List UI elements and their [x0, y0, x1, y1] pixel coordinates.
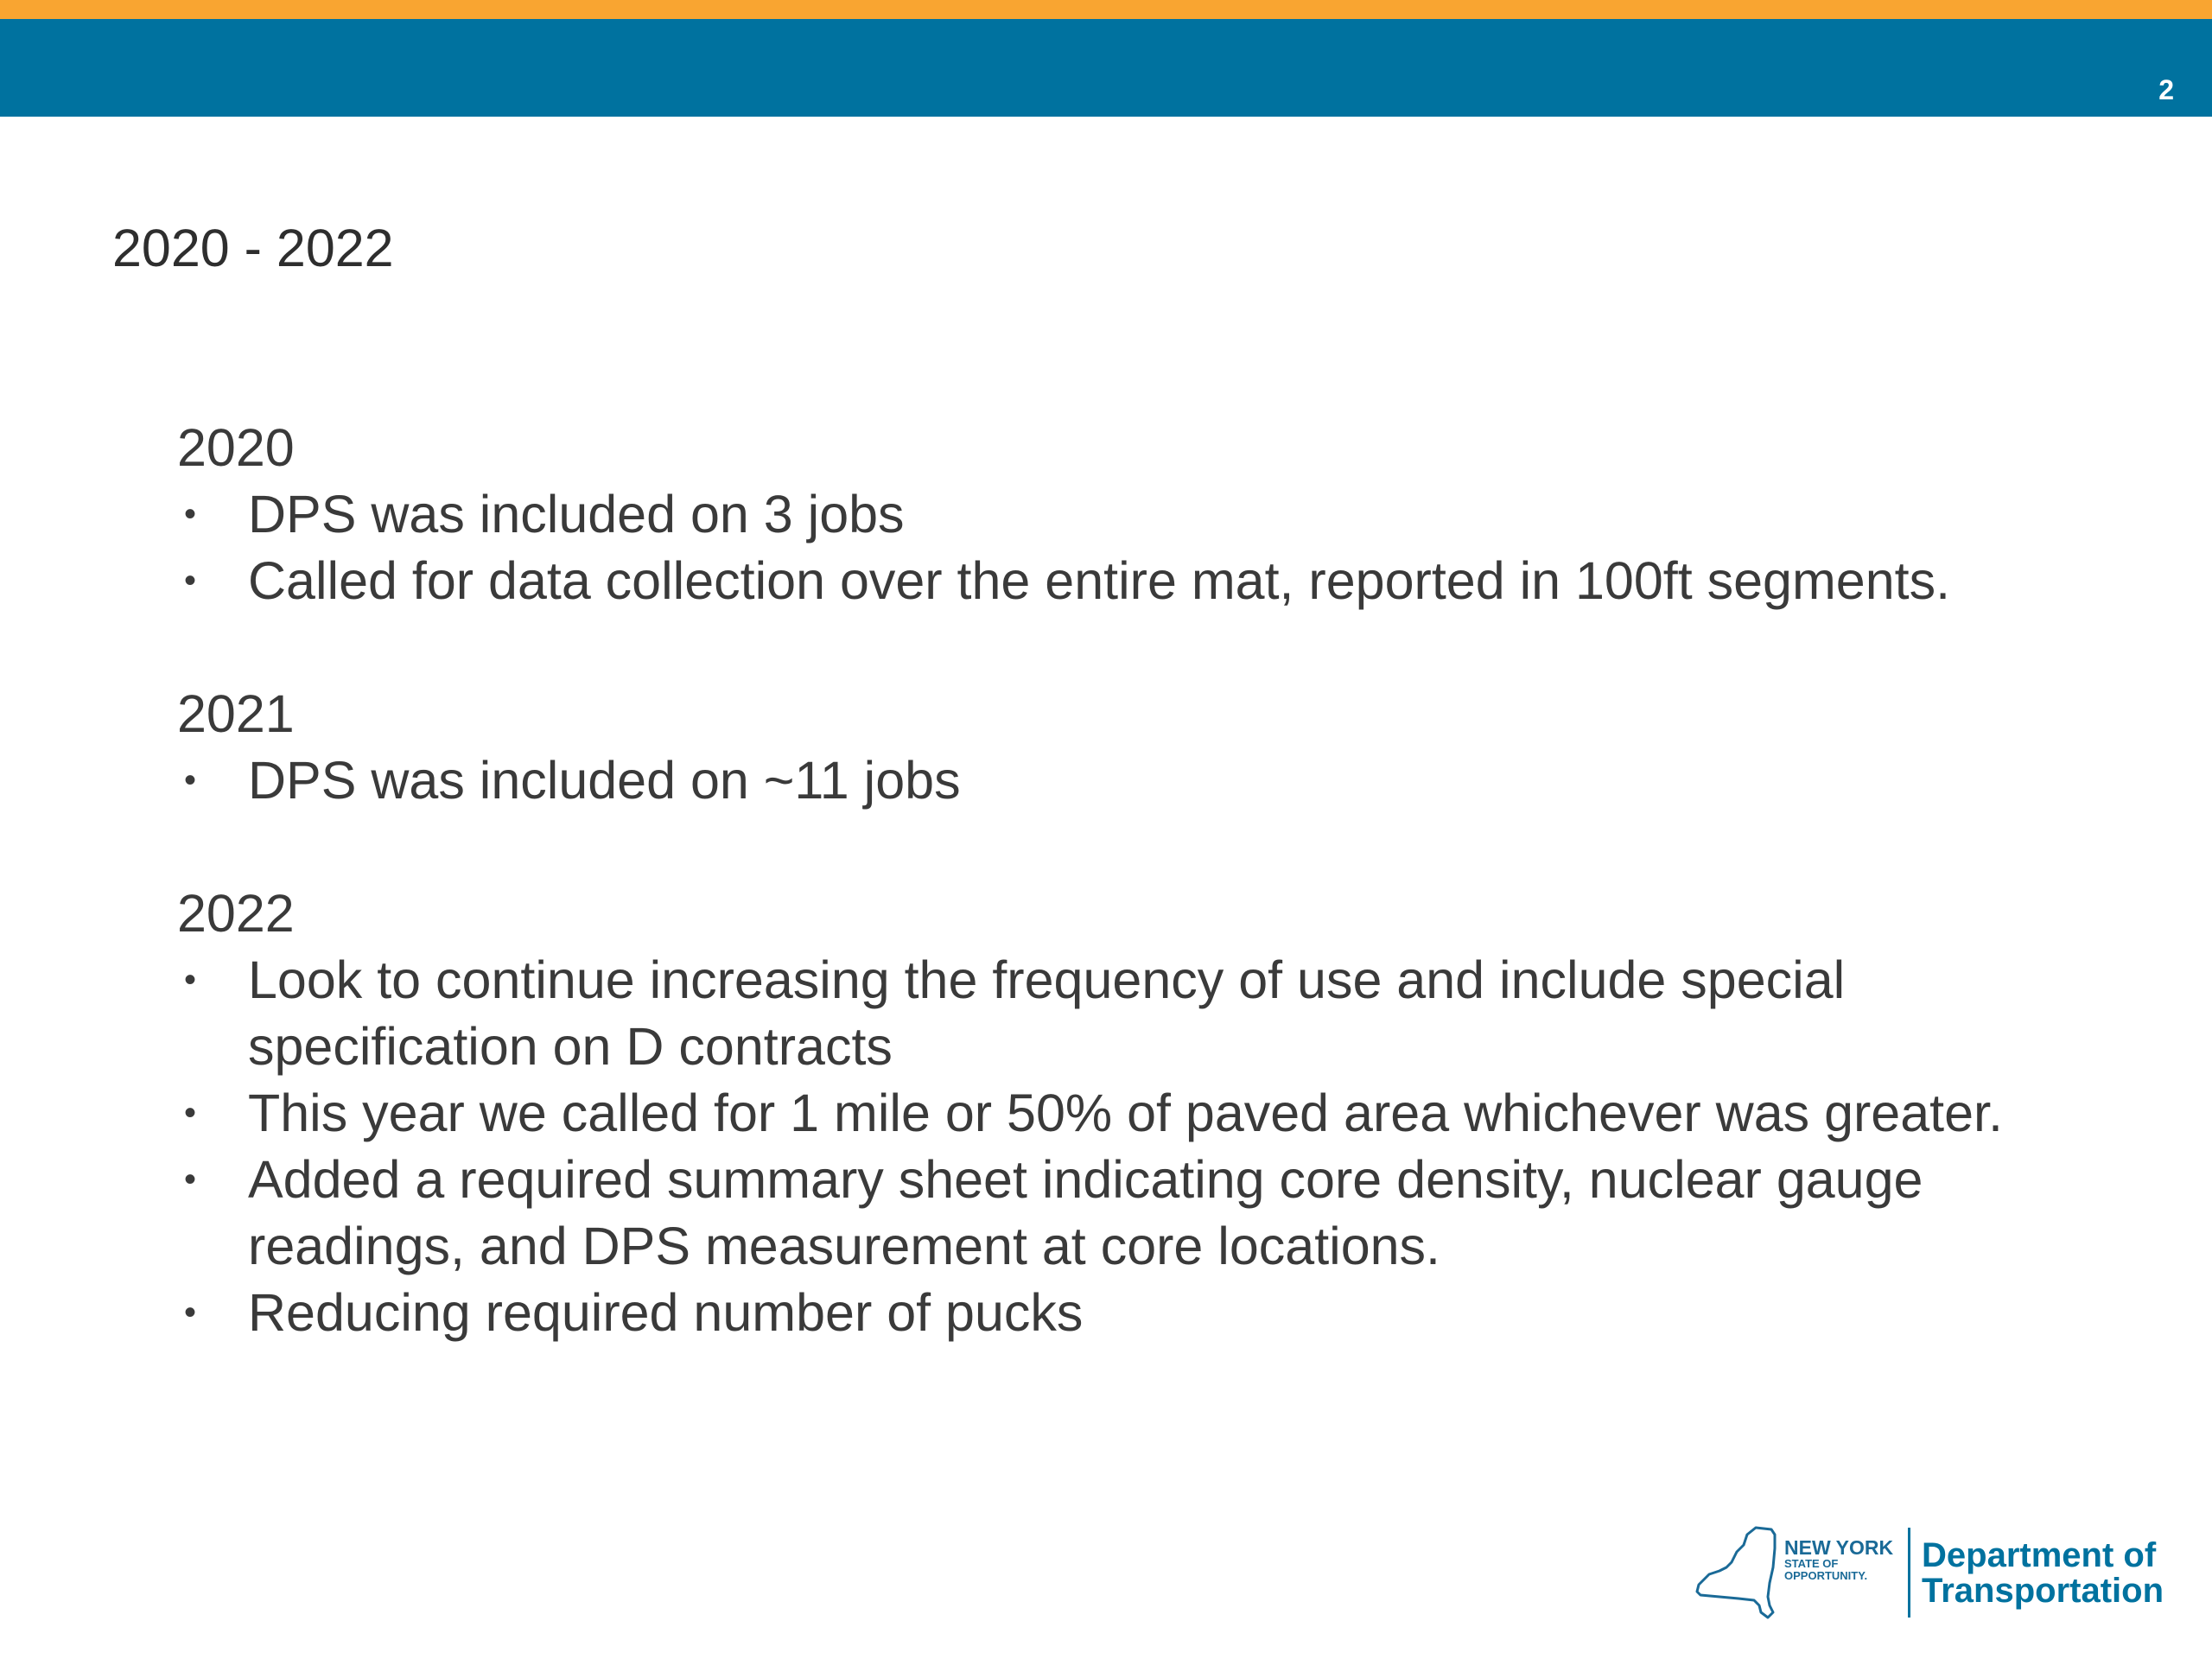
bullet-icon: •: [183, 1094, 196, 1132]
new-york-state-outline-icon: [1694, 1522, 1780, 1622]
state-wordmark-line2: STATE OF: [1784, 1557, 1839, 1570]
department-wordmark-line2: Transportation: [1922, 1572, 2164, 1610]
header-bar: [0, 19, 2212, 117]
state-wordmark-line3: OPPORTUNITY.: [1784, 1569, 1868, 1582]
section-2021: [177, 681, 2121, 814]
bullet-icon: •: [183, 761, 196, 799]
section-year: 2022: [177, 884, 295, 943]
department-wordmark: [1922, 1538, 2164, 1609]
list-item: [177, 1080, 2114, 1147]
section-year: 2020: [177, 418, 295, 477]
bullet-text: This year we called for 1 mile or 50% of paved area whichever was greater.: [248, 1084, 2003, 1142]
section-2020: [177, 415, 2121, 614]
state-wordmark-line1: NEW YORK: [1784, 1536, 1894, 1559]
section-2022: [177, 880, 2121, 1346]
bullet-text: Look to continue increasing the frequency of use and include special specification on D contracts: [248, 950, 1846, 1076]
bullet-icon: •: [183, 961, 196, 999]
department-wordmark-line1: Department of: [1922, 1536, 2157, 1574]
bullet-list: [177, 481, 2121, 614]
list-item: [177, 947, 2114, 1080]
slide-title: 2020 - 2022: [112, 219, 394, 277]
bullet-icon: •: [183, 1160, 196, 1198]
bullet-list: [177, 947, 2121, 1346]
bullet-icon: •: [183, 495, 196, 533]
nysdot-logo: [1694, 1522, 2177, 1622]
page-number: 2: [2158, 74, 2174, 105]
bullet-text: Called for data collection over the entire mat, reported in 100ft segments.: [248, 551, 1951, 610]
bullet-text: DPS was included on ~11 jobs: [248, 751, 961, 810]
logo-divider: [1908, 1528, 1910, 1618]
slide-content: [177, 415, 2121, 1346]
bullet-text: Reducing required number of pucks: [248, 1283, 1084, 1342]
list-item: [177, 1280, 2114, 1346]
bullet-icon: •: [183, 1294, 196, 1332]
list-item: [177, 548, 2114, 614]
list-item: [177, 1147, 2114, 1280]
bullet-list: [177, 747, 2121, 814]
state-wordmark: [1784, 1538, 1893, 1582]
section-year: 2021: [177, 684, 295, 743]
bullet-icon: •: [183, 562, 196, 600]
bullet-text: DPS was included on 3 jobs: [248, 485, 905, 543]
top-accent-stripe: [0, 0, 2212, 19]
list-item: [177, 747, 2114, 814]
list-item: [177, 481, 2114, 548]
bullet-text: Added a required summary sheet indicating core density, nuclear gauge readings, and DPS measurement at core locations.: [248, 1150, 1923, 1275]
